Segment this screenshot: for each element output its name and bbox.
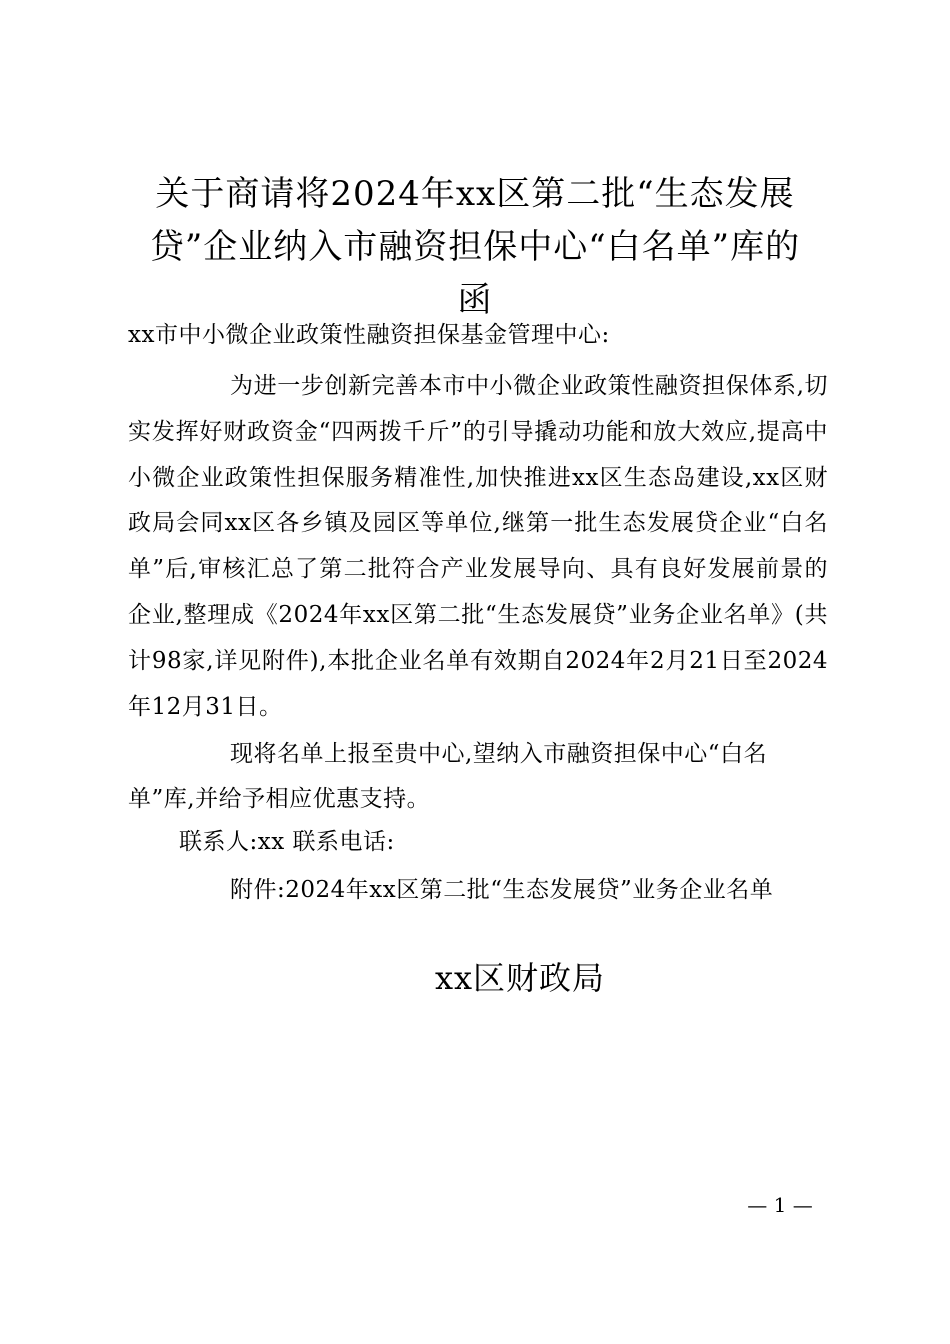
title-line-3: 函 (457, 280, 493, 320)
title-line-1: 关于商请将2024年xx区第二批“生态发展 (155, 174, 795, 214)
page-number: — 1 — (747, 1193, 813, 1217)
title-line-2: 贷”企业纳入市融资担保中心“白名单”库的 (149, 227, 801, 267)
body-paragraph-2: 现将名单上报至贵中心,望纳入市融资担保中心“白名单”库,并给予相应优惠支持。 (128, 741, 768, 812)
attachment-line: 附件:2024年xx区第二批“生态发展贷”业务企业名单 (230, 877, 774, 903)
contact-line: 联系人:xx 联系电话: (179, 829, 395, 855)
body-paragraph-1: 为进一步创新完善本市中小微企业政策性融资担保体系,切实发挥好财政资金“四两拨千斤”的引导撬动功能和放大效应,提高中小微企业政策性担保服务精准性,加快推进xx区生态岛建设,xx区财政局会同xx区各乡镇及园区等单位,继第一批生态发展贷企业“白名单”后,审核汇总了第二批符合产业发展导向、具有良好发展前景的企业,整理成《2024年xx区第二批“生态发展贷”业务企业名单》(共计98家,详见附件),本批企业名单有效期自2024年2月21日至2024年12月31日。 (128, 373, 828, 720)
salutation: xx市中小微企业政策性融资担保基金管理中心: (128, 322, 610, 348)
document-title (110, 168, 840, 327)
signature: xx区财政局 (434, 959, 606, 997)
